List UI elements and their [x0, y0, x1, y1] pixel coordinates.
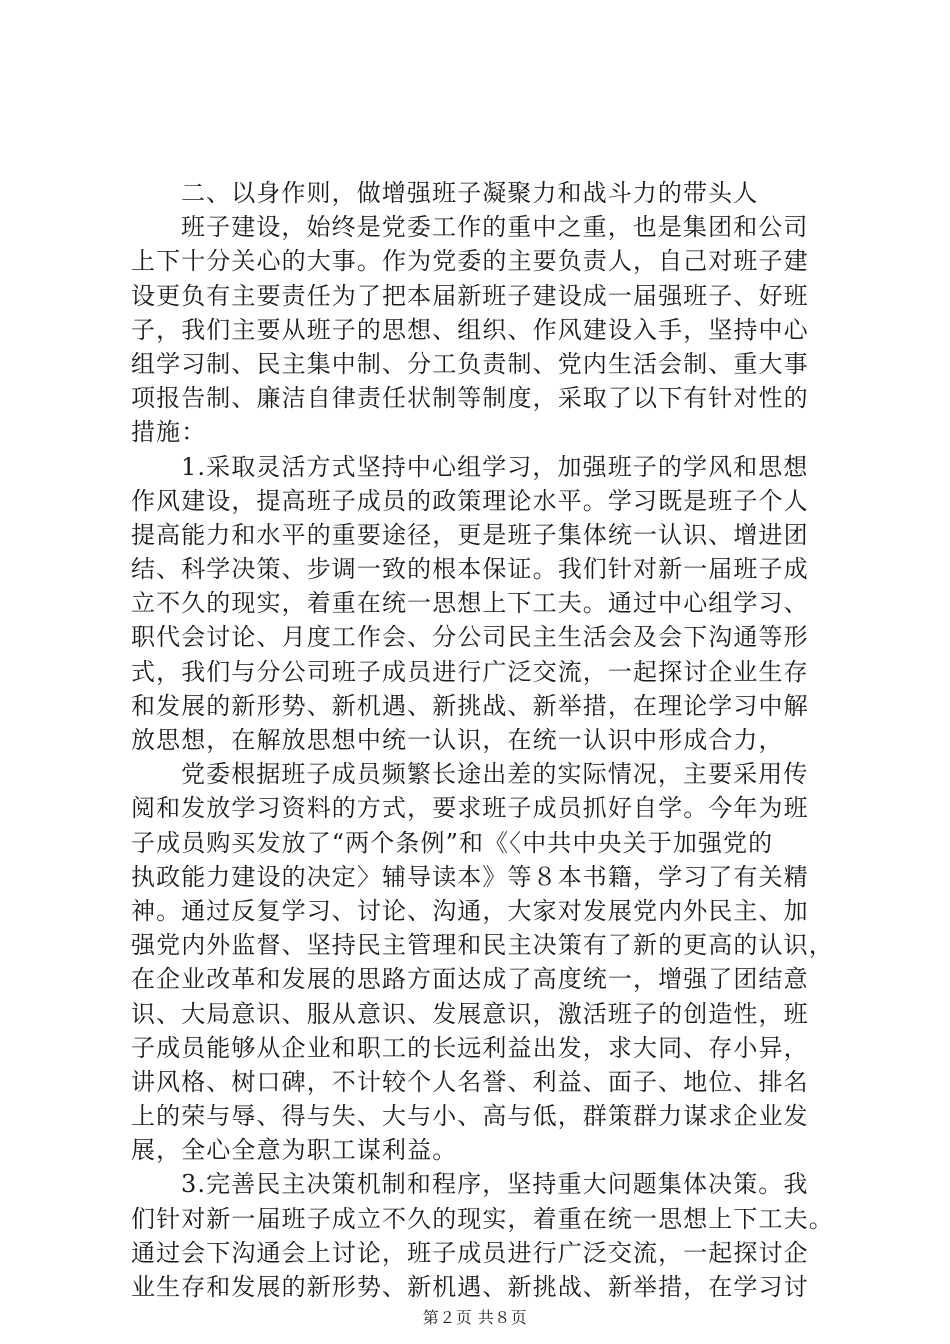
paragraph-line: 上下十分关心的大事。作为党委的主要负责人，自己对班子建 — [131, 247, 809, 276]
paragraph-line: 项报告制、廉洁自律责任状制等制度，采取了以下有针对性的 — [131, 384, 809, 413]
paragraph-line: 执政能力建设的决定〉辅导读本》等８本书籍，学习了有关精 — [131, 862, 809, 891]
document-body — [131, 176, 834, 1304]
paragraph-line: 立不久的现实，着重在统一思想上下工夫。通过中心组学习、 — [131, 589, 809, 618]
paragraph-line: 在企业改革和发展的思路方面达成了高度统一，增强了团结意 — [131, 965, 809, 994]
paragraph-line: 神。通过反复学习、讨论、沟通，大家对发展党内外民主、加 — [131, 896, 809, 925]
paragraph-line: 式，我们与分公司班子成员进行广泛交流，一起探讨企业生存 — [131, 657, 809, 686]
paragraph-line: 讲风格、树口碑，不计较个人名誉、利益、面子、地位、排名 — [131, 1067, 809, 1096]
paragraph-line: 阅和发放学习资料的方式，要求班子成员抓好自学。今年为班 — [131, 794, 809, 823]
paragraph-line: 职代会讨论、月度工作会、分公司民主生活会及会下沟通等形 — [131, 623, 809, 652]
paragraph-line: 设更负有主要责任为了把本届新班子建设成一届强班子、好班 — [131, 281, 809, 310]
paragraph-line: 上的荣与辱、得与失、大与小、高与低，群策群力谋求企业发 — [131, 1102, 809, 1131]
paragraph-line: 们针对新一届班子成立不久的现实，着重在统一思想上下工夫。 — [131, 1204, 834, 1233]
paragraph-line: 放思想，在解放思想中统一认识，在统一认识中形成合力， — [131, 726, 784, 754]
paragraph-line: 子成员能够从企业和职工的长远利益出发，求大同、存小异， — [131, 1033, 809, 1062]
paragraph-line: 1.采取灵活方式坚持中心组学习，加强班子的学风和思想 — [181, 452, 809, 481]
paragraph-line: 党委根据班子成员频繁长途出差的实际情况，主要采用传 — [181, 760, 809, 789]
paragraph-line: 展，全心全意为职工谋利益。 — [131, 1136, 458, 1165]
paragraph-line: 班子建设，始终是党委工作的重中之重，也是集团和公司 — [181, 213, 809, 242]
paragraph-line: 子成员购买发放了“两个条例”和《〈中共中央关于加强党的 — [131, 828, 774, 857]
paragraph-line: 作风建设，提高班子成员的政策理论水平。学习既是班子个人 — [131, 486, 809, 515]
paragraph-line: 业生存和发展的新形势、新机遇、新挑战、新举措，在学习讨 — [131, 1273, 809, 1301]
paragraph-line: 识、大局意识、服从意识、发展意识，激活班子的创造性，班 — [131, 999, 809, 1028]
paragraph-line: 提高能力和水平的重要途径，更是班子集体统一认识、增进团 — [131, 520, 809, 549]
paragraph-line: 组学习制、民主集中制、分工负责制、党内生活会制、重大事 — [131, 349, 809, 378]
section-heading: 二、以身作则，做增强班子凝聚力和战斗力的带头人 — [181, 179, 759, 207]
paragraph-line: 子，我们主要从班子的思想、组织、作风建设入手，坚持中心 — [131, 315, 809, 344]
paragraph-line: 和发展的新形势、新机遇、新挑战、新举措，在理论学习中解 — [131, 691, 809, 720]
page-number-footer: 第２页 共８页 — [422, 1308, 528, 1327]
paragraph-line: 强党内外监督、坚持民主管理和民主决策有了新的更高的认识， — [131, 931, 834, 960]
paragraph-line: 措施： — [131, 418, 207, 447]
paragraph-line: 通过会下沟通会上讨论，班子成员进行广泛交流，一起探讨企 — [131, 1238, 809, 1267]
paragraph-line: 结、科学决策、步调一致的根本保证。我们针对新一届班子成 — [131, 555, 809, 584]
paragraph-line: 3.完善民主决策机制和程序，坚持重大问题集体决策。我 — [181, 1170, 809, 1199]
